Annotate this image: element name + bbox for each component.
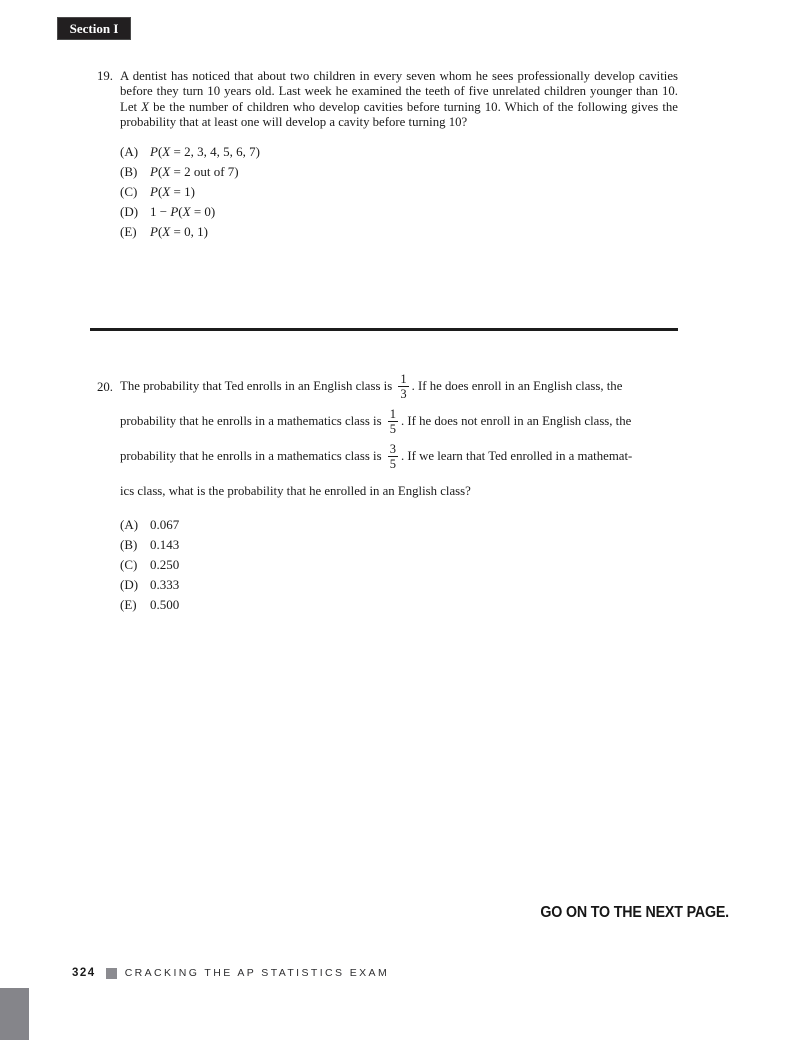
question-19 bbox=[97, 69, 678, 131]
stem-line bbox=[120, 404, 685, 439]
footer-square-icon bbox=[106, 968, 117, 979]
choice-label: (C) bbox=[120, 184, 138, 199]
page-number: 324 bbox=[72, 967, 96, 979]
choice-text: 0.250 bbox=[150, 557, 180, 572]
choice-label: (D) bbox=[120, 204, 139, 219]
choice-row bbox=[120, 515, 179, 535]
choice-label: (A) bbox=[120, 144, 139, 159]
choice-text: P(X = 2 out of 7) bbox=[150, 164, 239, 179]
section-badge-label: Section I bbox=[69, 20, 119, 36]
fraction: $\frac{1}{3}$ bbox=[400, 371, 407, 401]
stem-text: . If he does enroll in an English class, the bbox=[411, 379, 623, 393]
choice-label: (A) bbox=[120, 517, 139, 532]
choice-row bbox=[120, 222, 260, 242]
choice-row bbox=[120, 182, 260, 202]
fraction: $\frac{1}{5}$ bbox=[389, 406, 397, 436]
go-on-instruction: GO ON TO THE NEXT PAGE. bbox=[540, 904, 729, 921]
stem-line bbox=[120, 474, 685, 509]
page-edge-tab bbox=[0, 988, 29, 1040]
stem-line bbox=[120, 439, 685, 474]
stem-text: . If we learn that Ted enrolled in a mathemat- bbox=[401, 449, 633, 463]
choice-label: (B) bbox=[120, 537, 138, 552]
stem-text: The probability that Ted enrolls in an English class is bbox=[120, 379, 396, 393]
question-20-stem bbox=[120, 369, 685, 509]
question-19-stem-part2: be the number of children who develop cavities before turning 10. Which of the following gives the probability that at least one will develop a cavity before turning 10? bbox=[120, 99, 678, 130]
section-badge bbox=[57, 17, 131, 40]
choice-text: P(X = 1) bbox=[150, 184, 195, 199]
stem-text: probability that he enrolls in a mathematics class is bbox=[120, 414, 385, 428]
choice-row bbox=[120, 595, 179, 615]
section-divider-rule bbox=[90, 328, 678, 331]
choice-text: 0.143 bbox=[150, 537, 180, 552]
page-footer bbox=[72, 967, 389, 979]
choice-row bbox=[120, 202, 260, 222]
question-20-number: 20. bbox=[97, 380, 113, 394]
question-19-variable: X bbox=[141, 99, 149, 114]
fraction: $\frac{3}{5}$ bbox=[389, 441, 397, 471]
choice-text: 0.067 bbox=[150, 517, 180, 532]
choice-label: (E) bbox=[120, 597, 137, 612]
choice-row bbox=[120, 162, 260, 182]
question-19-stem bbox=[120, 69, 678, 131]
choice-row bbox=[120, 555, 179, 575]
choice-row bbox=[120, 535, 179, 555]
choice-text: P(X = 0, 1) bbox=[150, 224, 208, 239]
stem-text: probability that he enrolls in a mathematics class is bbox=[120, 449, 385, 463]
stem-line bbox=[120, 369, 685, 404]
choice-label: (E) bbox=[120, 224, 137, 239]
stem-text: ics class, what is the probability that he enrolled in an English class? bbox=[120, 484, 471, 498]
choice-label: (B) bbox=[120, 164, 138, 179]
choice-label: (C) bbox=[120, 557, 138, 572]
choice-text: 1 − P(X = 0) bbox=[150, 204, 216, 219]
choice-text: 0.333 bbox=[150, 577, 180, 592]
q20-choices bbox=[120, 515, 179, 615]
book-title: CRACKING THE AP STATISTICS EXAM bbox=[124, 967, 390, 979]
q19-choices bbox=[120, 142, 260, 242]
question-19-number: 19. bbox=[97, 69, 113, 83]
question-19-stem-part1: A dentist has noticed that about two children in every seven whom he sees professionally develop cavities before they turn 10 years old. Last week he examined the teeth of five unrelated children younger than 10. Let bbox=[120, 69, 678, 114]
choice-row bbox=[120, 575, 179, 595]
choice-label: (D) bbox=[120, 577, 139, 592]
choice-text: 0.500 bbox=[150, 597, 180, 612]
choice-text: P(X = 2, 3, 4, 5, 6, 7) bbox=[150, 144, 260, 159]
stem-text: . If he does not enroll in an English class, the bbox=[401, 414, 632, 428]
choice-row bbox=[120, 142, 260, 162]
